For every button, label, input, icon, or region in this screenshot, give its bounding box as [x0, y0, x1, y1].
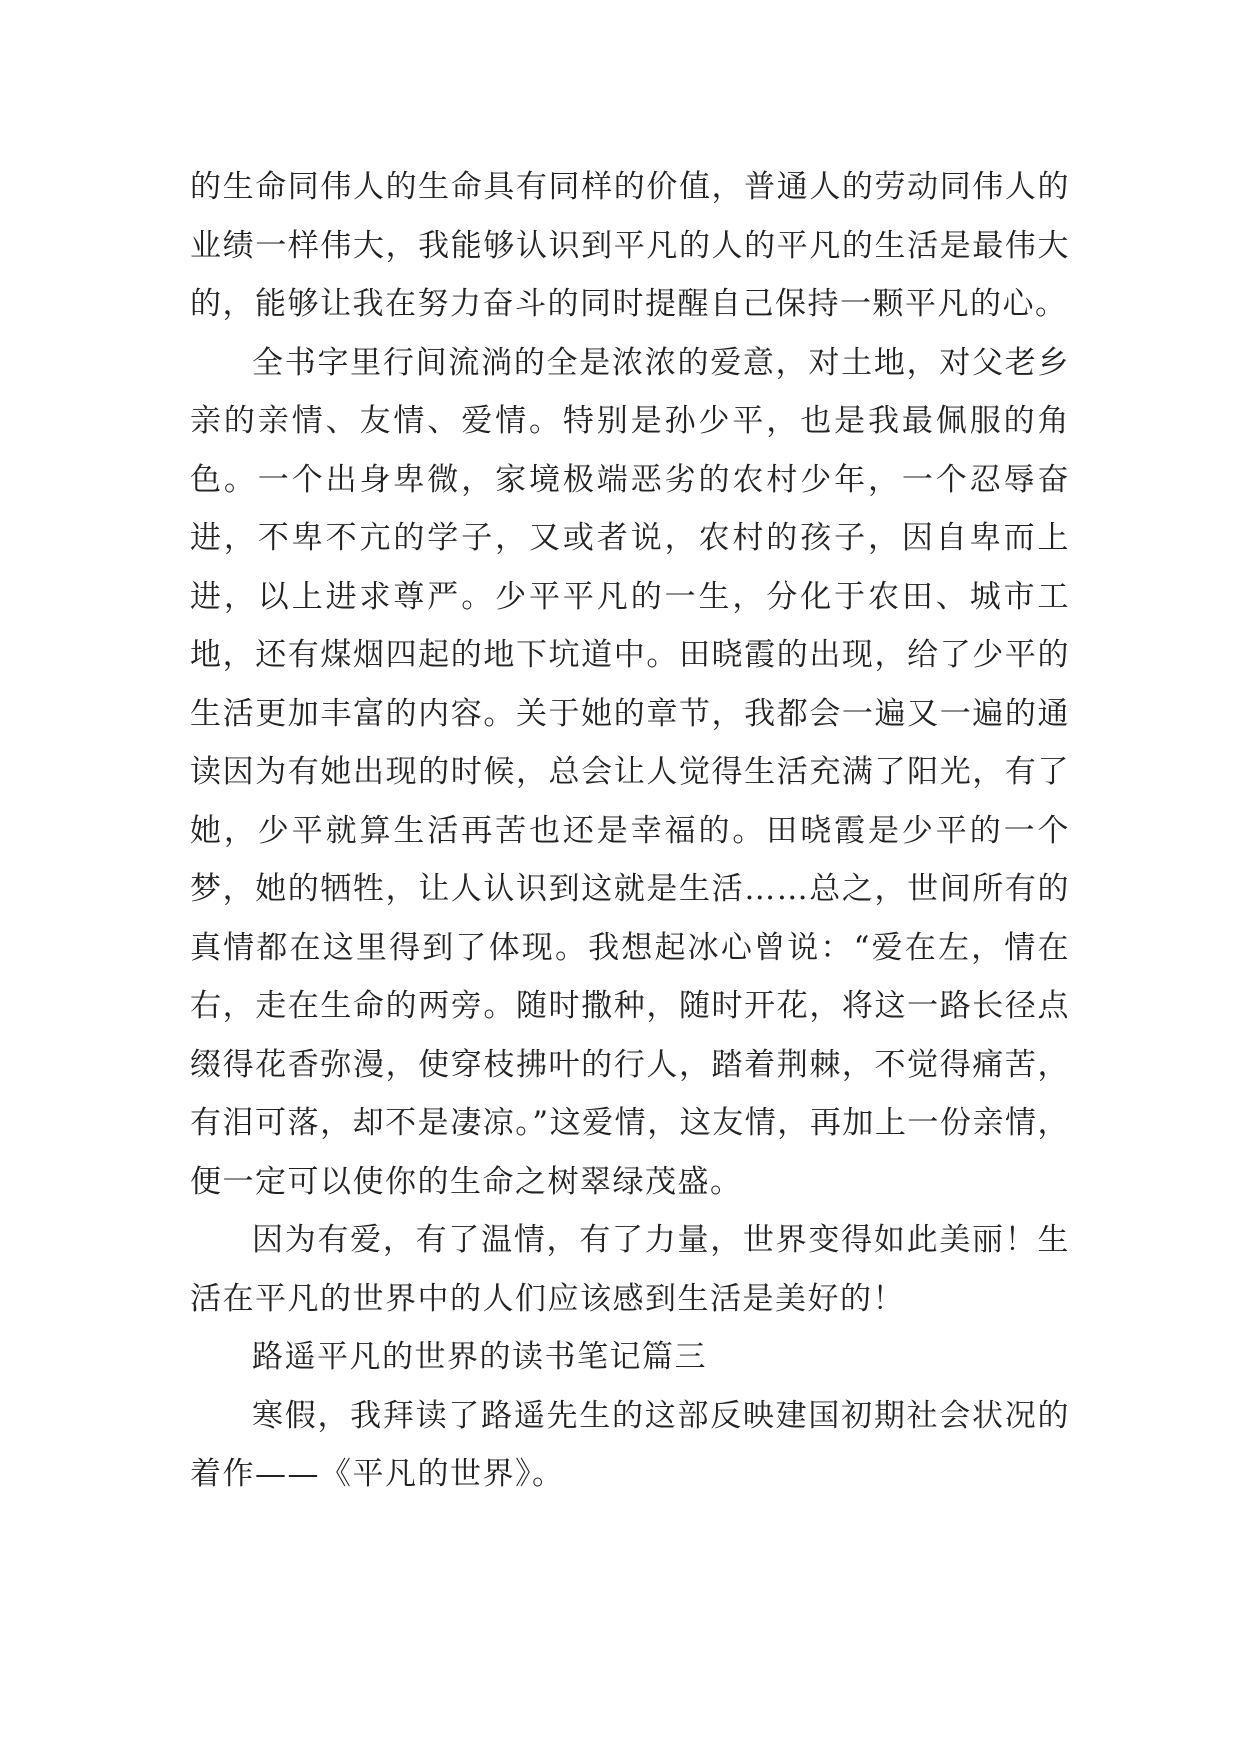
paragraph-continued: 的生命同伟人的生命具有同样的价值，普通人的劳动同伟人的业绩一样伟大，我能够认识到平凡的人的平凡的生活是最伟大的，能够让我在努力奋斗的同时提醒自己保持一颗平凡的心。 — [190, 169, 1070, 322]
paragraph-love-and-characters: 全书字里行间流淌的全是浓浓的爱意，对土地，对父老乡亲的亲情、友情、爱情。特别是孙少平，也是我最佩服的角色。一个出身卑微，家境极端恶劣的农村少年，一个忍辱奋进，不卑不亢的学子，又或者说，农村的孩子，因自卑而上进，以上进求尊严。少平平凡的一生，分化于农田、城市工地，还有煤烟四起的地下坑道中。田晓霞的出现，给了少平的生活更加丰富的内容。关于她的章节，我都会一遍又一遍的通读因为有她出现的时候，总会让人觉得生活充满了阳光，有了她，少平就算生活再苦也还是幸福的。田晓霞是少平的一个梦，她的牺牲，让人认识到这就是生活……总之，世间所有的真情都在这里得到了体现。我想起冰心曾说：“爱在左，情在右，走在生命的两旁。随时撒种，随时开花，将这一路长径点缀得花香弥漫，使穿枝拂叶的行人，踏着荆棘，不觉得痛苦，有泪可落，却不是凄凉。”这爱情，这友情，再加上一份亲情，便一定可以使你的生命之树翠绿茂盛。 — [190, 344, 1070, 1200]
section-heading: 路遥平凡的世界的读书笔记篇三 — [252, 1339, 707, 1375]
paragraph-conclusion: 因为有爱，有了温情，有了力量，世界变得如此美丽！生活在平凡的世界中的人们应该感到生活是美好的！ — [190, 1222, 1070, 1317]
paragraph-section-intro: 寒假，我拜读了路遥先生的这部反映建国初期社会状况的着作——《平凡的世界》。 — [190, 1397, 1070, 1492]
document-body — [190, 158, 1070, 1504]
